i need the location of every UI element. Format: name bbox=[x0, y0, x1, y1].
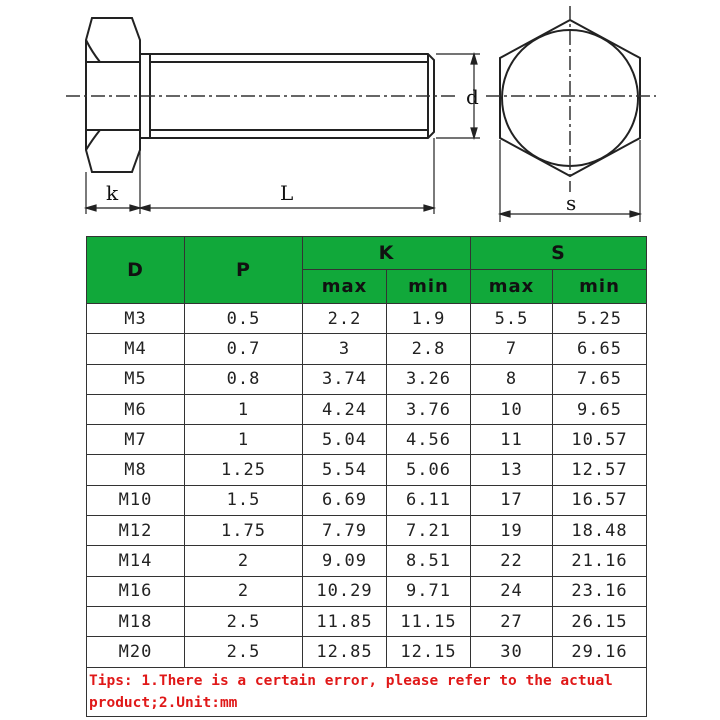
cell-S-min: 12.57 bbox=[553, 455, 647, 485]
cell-P: 1.5 bbox=[185, 485, 303, 515]
cell-K-max: 3 bbox=[303, 334, 387, 364]
cell-S-max: 17 bbox=[471, 485, 553, 515]
cell-S-min: 6.65 bbox=[553, 334, 647, 364]
table-row bbox=[87, 455, 647, 485]
cell-P: 2.5 bbox=[185, 637, 303, 667]
cell-S-min: 5.25 bbox=[553, 304, 647, 334]
label-L: L bbox=[280, 181, 294, 205]
cell-K-max: 5.54 bbox=[303, 455, 387, 485]
tips-text: Tips: 1.There is a certain error, please refer to the actual product;2.Unit:mm bbox=[87, 667, 647, 716]
table-row bbox=[87, 485, 647, 515]
cell-S-max: 7 bbox=[471, 334, 553, 364]
cell-K-min: 12.15 bbox=[387, 637, 471, 667]
center-lines bbox=[66, 6, 656, 192]
cell-S-max: 11 bbox=[471, 425, 553, 455]
cell-S-max: 27 bbox=[471, 606, 553, 636]
cell-P: 2 bbox=[185, 546, 303, 576]
cell-D: M10 bbox=[87, 485, 185, 515]
cell-K-max: 11.85 bbox=[303, 606, 387, 636]
cell-P: 0.7 bbox=[185, 334, 303, 364]
table-row bbox=[87, 576, 647, 606]
label-k: k bbox=[106, 181, 119, 205]
cell-P: 1.25 bbox=[185, 455, 303, 485]
cell-D: M6 bbox=[87, 394, 185, 424]
cell-K-min: 8.51 bbox=[387, 546, 471, 576]
cell-S-min: 16.57 bbox=[553, 485, 647, 515]
cell-K-min: 9.71 bbox=[387, 576, 471, 606]
cell-K-min: 6.11 bbox=[387, 485, 471, 515]
bolt-head-side bbox=[86, 18, 140, 172]
cell-S-min: 7.65 bbox=[553, 364, 647, 394]
header-S: S bbox=[471, 237, 647, 270]
header-K-max: max bbox=[303, 270, 387, 304]
table-row bbox=[87, 637, 647, 667]
cell-P: 0.5 bbox=[185, 304, 303, 334]
cell-K-min: 7.21 bbox=[387, 516, 471, 546]
cell-K-max: 9.09 bbox=[303, 546, 387, 576]
cell-K-max: 6.69 bbox=[303, 485, 387, 515]
cell-D: M4 bbox=[87, 334, 185, 364]
spec-table-body bbox=[87, 304, 647, 717]
cell-K-min: 11.15 bbox=[387, 606, 471, 636]
cell-K-max: 3.74 bbox=[303, 364, 387, 394]
cell-D: M14 bbox=[87, 546, 185, 576]
cell-D: M16 bbox=[87, 576, 185, 606]
cell-S-min: 29.16 bbox=[553, 637, 647, 667]
cell-S-max: 24 bbox=[471, 576, 553, 606]
header-D: D bbox=[87, 237, 185, 304]
cell-S-min: 18.48 bbox=[553, 516, 647, 546]
header-S-min: min bbox=[553, 270, 647, 304]
cell-K-max: 12.85 bbox=[303, 637, 387, 667]
tips-row bbox=[87, 667, 647, 716]
table-row bbox=[87, 425, 647, 455]
spec-table bbox=[86, 236, 647, 717]
header-P: P bbox=[185, 237, 303, 304]
cell-D: M3 bbox=[87, 304, 185, 334]
cell-K-max: 2.2 bbox=[303, 304, 387, 334]
cell-K-max: 10.29 bbox=[303, 576, 387, 606]
table-row bbox=[87, 394, 647, 424]
cell-K-min: 4.56 bbox=[387, 425, 471, 455]
cell-S-max: 10 bbox=[471, 394, 553, 424]
table-row bbox=[87, 304, 647, 334]
cell-D: M18 bbox=[87, 606, 185, 636]
cell-P: 1 bbox=[185, 394, 303, 424]
header-K: K bbox=[303, 237, 471, 270]
table-row bbox=[87, 334, 647, 364]
cell-K-min: 3.26 bbox=[387, 364, 471, 394]
cell-K-max: 7.79 bbox=[303, 516, 387, 546]
label-d: d bbox=[466, 85, 479, 109]
cell-S-min: 26.15 bbox=[553, 606, 647, 636]
cell-S-max: 19 bbox=[471, 516, 553, 546]
cell-S-min: 10.57 bbox=[553, 425, 647, 455]
header-S-max: max bbox=[471, 270, 553, 304]
header-K-min: min bbox=[387, 270, 471, 304]
cell-P: 2.5 bbox=[185, 606, 303, 636]
cell-S-max: 30 bbox=[471, 637, 553, 667]
cell-K-max: 4.24 bbox=[303, 394, 387, 424]
cell-K-min: 1.9 bbox=[387, 304, 471, 334]
cell-K-min: 2.8 bbox=[387, 334, 471, 364]
table-row bbox=[87, 606, 647, 636]
cell-P: 1 bbox=[185, 425, 303, 455]
cell-P: 2 bbox=[185, 576, 303, 606]
cell-P: 1.75 bbox=[185, 516, 303, 546]
cell-S-min: 9.65 bbox=[553, 394, 647, 424]
cell-D: M7 bbox=[87, 425, 185, 455]
cell-K-max: 5.04 bbox=[303, 425, 387, 455]
cell-S-max: 5.5 bbox=[471, 304, 553, 334]
cell-D: M8 bbox=[87, 455, 185, 485]
label-s: s bbox=[566, 191, 577, 215]
cell-S-max: 8 bbox=[471, 364, 553, 394]
cell-S-max: 13 bbox=[471, 455, 553, 485]
cell-S-max: 22 bbox=[471, 546, 553, 576]
bolt-drawing bbox=[0, 0, 720, 232]
table-row bbox=[87, 516, 647, 546]
cell-D: M5 bbox=[87, 364, 185, 394]
cell-K-min: 5.06 bbox=[387, 455, 471, 485]
table-row bbox=[87, 546, 647, 576]
cell-S-min: 23.16 bbox=[553, 576, 647, 606]
cell-D: M20 bbox=[87, 637, 185, 667]
cell-S-min: 21.16 bbox=[553, 546, 647, 576]
cell-P: 0.8 bbox=[185, 364, 303, 394]
table-row bbox=[87, 364, 647, 394]
cell-K-min: 3.76 bbox=[387, 394, 471, 424]
cell-D: M12 bbox=[87, 516, 185, 546]
